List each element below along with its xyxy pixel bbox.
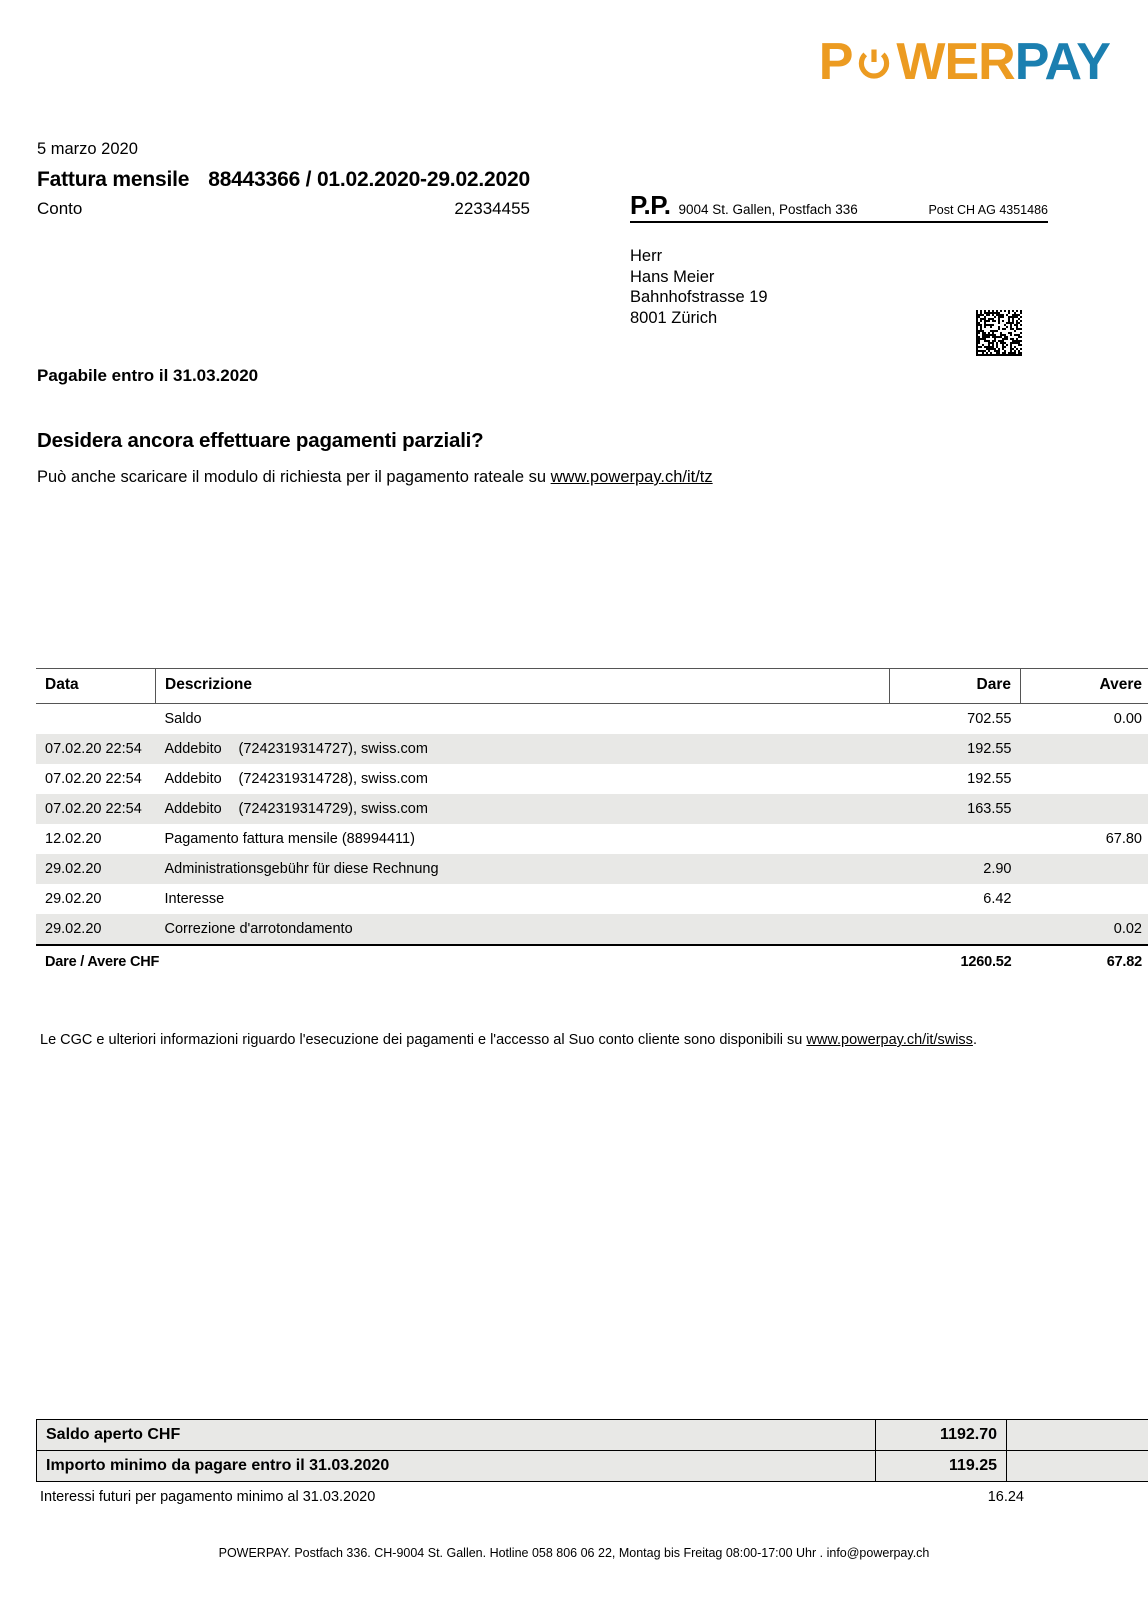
partial-payment-link[interactable]: www.powerpay.ch/it/tz xyxy=(550,468,713,486)
row-credit: 0.00 xyxy=(1113,711,1142,727)
page-footer: POWERPAY. Postfach 336. CH-9004 St. Gallen. Hotline 058 806 06 22, Montag bis Freitag 08:00-17:00 Uhr . info@powerpay.ch xyxy=(218,1546,930,1560)
row-credit xyxy=(1021,734,1148,764)
table-row xyxy=(36,824,1148,854)
pp-mark: P.P. xyxy=(630,190,671,220)
column-header-description: Descrizione xyxy=(156,669,890,704)
row-description-detail: (7242319314727), swiss.com xyxy=(238,741,428,757)
table-header-row xyxy=(36,669,1148,704)
logo-pay-text: PAY xyxy=(1014,33,1110,91)
row-description-detail: (7242319314729), swiss.com xyxy=(238,801,428,817)
recipient-street: Bahnhofstrasse 19 xyxy=(630,288,768,307)
powerpay-logo xyxy=(818,33,1110,91)
row-debit: 192.55 xyxy=(890,734,1021,764)
account-number: 22334455 xyxy=(454,199,530,218)
logo-power-text: P WER xyxy=(818,33,1015,91)
row-debit: 2.90 xyxy=(890,854,1021,884)
table-row xyxy=(36,704,1148,735)
totals-label: Dare / Avere CHF xyxy=(36,945,890,977)
franking-office: 9004 St. Gallen, Postfach 336 xyxy=(678,202,858,217)
minimum-label: Importo minimo da pagare entro il 31.03.2020 xyxy=(37,1451,876,1482)
cgc-note xyxy=(40,1032,977,1048)
recipient-address xyxy=(630,246,768,328)
logo-wer-text: WER xyxy=(896,33,1015,91)
data-matrix-barcode xyxy=(976,310,1022,361)
row-date: 29.02.20 xyxy=(36,914,156,945)
row-date: 07.02.20 22:54 xyxy=(36,794,156,824)
franking-block xyxy=(630,192,1048,223)
invoice-title-line xyxy=(37,168,530,192)
row-description: Pagamento fattura mensile (88994411) xyxy=(164,831,415,847)
row-credit xyxy=(1021,794,1148,824)
table-row xyxy=(36,854,1148,884)
table-row xyxy=(36,734,1148,764)
column-header-date: Data xyxy=(36,669,156,704)
totals-credit: 67.82 xyxy=(1021,945,1148,977)
invoice-label: Fattura mensile xyxy=(37,168,190,191)
franking-carrier: Post CH AG 4351486 xyxy=(928,203,1048,217)
cgc-link[interactable]: www.powerpay.ch/it/swiss xyxy=(806,1032,973,1048)
row-credit xyxy=(1021,854,1148,884)
row-date: 29.02.20 xyxy=(45,891,102,907)
row-debit xyxy=(890,824,1021,854)
summary-row-open-balance xyxy=(37,1420,1148,1451)
transactions-body xyxy=(36,704,1148,946)
account-label: Conto xyxy=(37,199,83,218)
row-description-kind: Addebito xyxy=(164,741,222,757)
row-date xyxy=(36,704,156,735)
partial-payment-prefix: Può anche scaricare il modulo di richiesta per il pagamento rateale su xyxy=(37,468,551,486)
open-balance-value: 1192.70 xyxy=(876,1420,1007,1451)
recipient-salutation: Herr xyxy=(630,247,663,265)
row-description: Administrationsgebühr für diese Rechnung xyxy=(156,854,890,884)
summary-row-minimum xyxy=(37,1451,1148,1482)
issue-date: 5 marzo 2020 xyxy=(37,140,138,158)
recipient-city: 8001 Zürich xyxy=(630,308,718,327)
row-description-kind: Addebito xyxy=(164,801,222,817)
column-header-credit: Avere xyxy=(1021,669,1148,704)
row-description-detail: (7242319314728), swiss.com xyxy=(238,771,428,787)
table-row xyxy=(36,884,1148,914)
row-credit: 67.80 xyxy=(1105,831,1142,847)
row-date: 12.02.20 xyxy=(45,831,102,847)
row-date: 07.02.20 22:54 xyxy=(36,734,156,764)
row-credit: 0.02 xyxy=(1021,914,1148,945)
row-debit xyxy=(890,914,1021,945)
table-row xyxy=(36,764,1148,794)
row-credit xyxy=(1021,884,1148,914)
row-debit: 163.55 xyxy=(890,794,1021,824)
cgc-suffix: . xyxy=(972,1032,977,1048)
row-debit: 702.55 xyxy=(967,711,1012,727)
due-notice: Pagabile entro il 31.03.2020 xyxy=(37,366,259,385)
cgc-prefix: Le CGC e ulteriori informazioni riguardo l'esecuzione dei pagamenti e l'accesso al Suo conto cliente sono disponibili su xyxy=(40,1032,807,1048)
row-debit: 6.42 xyxy=(983,891,1012,907)
row-date: 07.02.20 22:54 xyxy=(45,771,142,787)
column-header-debit: Dare xyxy=(890,669,1021,704)
table-row xyxy=(36,794,1148,824)
row-description xyxy=(156,734,890,764)
open-balance-label: Saldo aperto CHF xyxy=(37,1420,876,1451)
totals-row xyxy=(36,945,1148,977)
recipient-name: Hans Meier xyxy=(630,267,715,286)
row-description xyxy=(156,794,890,824)
partial-payment-heading: Desidera ancora effettuare pagamenti parziali? xyxy=(37,429,484,452)
open-balance-spacer xyxy=(1007,1420,1148,1451)
row-debit: 192.55 xyxy=(967,771,1012,787)
table-row xyxy=(36,914,1148,945)
future-interest-row xyxy=(40,1489,1100,1505)
future-interest-value: 16.24 xyxy=(987,1489,1024,1505)
row-description xyxy=(156,764,890,794)
transactions-table xyxy=(36,668,1148,977)
row-date: 29.02.20 xyxy=(36,854,156,884)
future-interest-label: Interessi futuri per pagamento minimo al 31.03.2020 xyxy=(40,1489,376,1505)
row-description: Correzione d'arrotondamento xyxy=(156,914,890,945)
account-row xyxy=(37,199,530,219)
minimum-spacer xyxy=(1007,1451,1148,1482)
row-credit xyxy=(1021,764,1148,794)
partial-payment-text xyxy=(37,468,713,487)
power-symbol-icon xyxy=(854,42,894,82)
minimum-value: 119.25 xyxy=(876,1451,1007,1482)
row-description: Saldo xyxy=(164,711,202,727)
summary-table xyxy=(36,1419,1148,1482)
totals-debit: 1260.52 xyxy=(890,945,1021,977)
invoice-number-period: 88443366 / 01.02.2020-29.02.2020 xyxy=(208,168,530,191)
row-description: Interesse xyxy=(164,891,225,907)
row-description-kind: Addebito xyxy=(164,771,222,787)
